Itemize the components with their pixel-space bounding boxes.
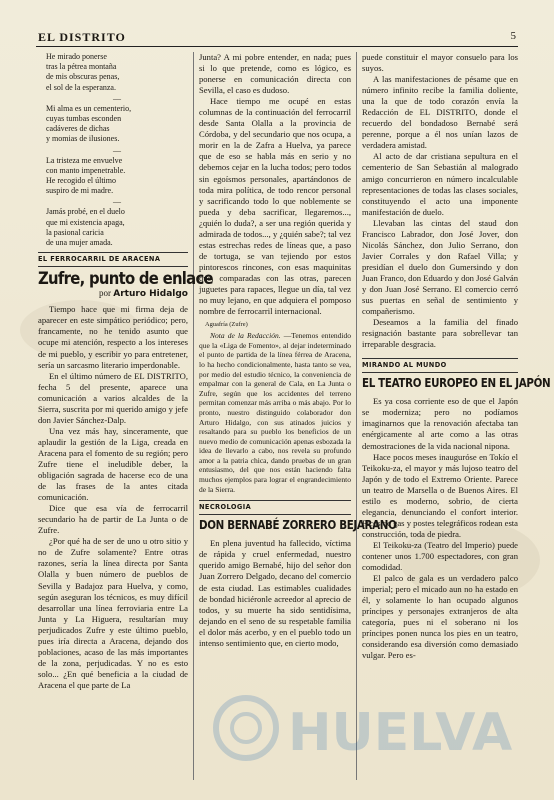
article-paragraph: Dice que esa vía de ferrocarril secundario ha de partir de La Junta o de Zufre.: [38, 503, 188, 536]
article-paragraph: ¿Por qué ha de ser de uno u otro sitio y no de Zufre solamente? Entre otras razones, sería la línea directa por Santa Olalla y buen número de pueblos de Sevilla y Badajoz para Huelva, y como, según aseguran los técnicos, es muy difícil desarrollar una línea ferroviaria entre La Junta y La Higuera, resultarían muy perjudicados Zufre y este último pueblo, pues iría directa a Aracena, dejando dos poblaciones, acaso de las más importantes de la zona, perjudicadas. Y no es esto solo... ¿En qué beneficia a la ciudad de Aracena el que parte de La: [38, 536, 188, 690]
editorial-note-label: Nota de la Redacción.: [210, 331, 281, 341]
poem-line: de mis obscuras penas,: [46, 72, 120, 82]
column-1: [38, 52, 213, 691]
poem-line: de una mujer amada.: [46, 238, 113, 248]
byline: [38, 288, 188, 300]
poem-line: la pasional caricia: [46, 227, 104, 237]
page-number: 5: [510, 30, 516, 42]
page-header: [38, 30, 516, 46]
poem-separator: —: [113, 197, 121, 207]
article-signoff: Aguafría (Zufre): [205, 321, 248, 329]
poem-line: He mirado ponerse: [46, 52, 107, 61]
poem-line: con manto impenetrable.: [46, 165, 126, 175]
article-paragraph: Tiempo hace que mi firma deja de aparecer en este simpático periódico; pero, francamente, no he tenido asunto que ocupe mi atención, respecto a los intereses de mi pueblo, y escribir yo para entretener, sería un sarcasmo literario imperdonable.: [38, 304, 188, 370]
byline-prefix: por: [99, 288, 112, 299]
poem-line: Jamás probé, en el duelo: [46, 207, 125, 217]
poem-line: el sol de la esperanza.: [46, 82, 116, 92]
poem-line: Mi alma es un cementerio,: [46, 103, 132, 113]
article-paragraph: El Teikoku-za (Teatro del Imperio) puede contener unos 1.700 espectadores, con gran comodidad.: [362, 539, 518, 573]
poem-line: que mi existencia apaga,: [46, 217, 125, 227]
obituary-paragraph: Llevaban las cintas del staud don Francisco Labrador, don José Jover, don Nicolás Sánchez, don Julio Serrano, don Javier Corrales y don Rafael Villa; y presidían el duelo don Gumersindo y don Juan Franco, don Eduardo y don José Galván y don Juan José Serrano. El comercio cerró sus puertas en señal de sentimiento y compañerismo.: [362, 217, 518, 317]
column-2: [199, 52, 397, 649]
paper-name: EL DISTRITO: [38, 30, 126, 44]
article-paragraph: Junta? A mi pobre entender, en nada; pues si lo que pretende, como es lógico, es ponerse en comunicación directa con Sevilla, el caso es dudoso.: [199, 52, 351, 96]
section-heading: MIRANDO AL MUNDO: [362, 358, 518, 373]
article-paragraph: El palco de gala es un verdadero palco imperial; pero el micado aun no ha estado en él, y solamente lo han ocupado algunos príncipes y personajes extranjeros de alta categoría, pues ni el soberano ni los príncipes ponen nunca los pies en un teatro, considerando esa diversión como demasiado vulgar. Pero es-: [362, 573, 518, 661]
editorial-note: [199, 331, 351, 494]
article-paragraph: Hace pocos meses inauguróse en Tokío el Teikoku-za, el mayor y más lujoso teatro del Japón y de todo el Extremo Oriente. Parece un teatro de Marsella o de Buenos Aires. El estilo es moderno, sobrio, de cierta elegancia, denunciando el confort interior. Picos de gas y postes telegráficos rodean esta construcción, toda de piedra.: [362, 451, 518, 539]
article-paragraph: En el último número de EL DISTRITO, fecha 5 del presente, aparece una comunicación a varios alcaldes de la Sierra, suscrita por mi querido amigo y jefe don Javier Sánchez-Dalp.: [38, 370, 188, 425]
library-watermark: [210, 684, 540, 768]
poem-line: suspiro de mi madre.: [46, 186, 114, 196]
section-heading: EL FERROCARRIL DE ARACENA: [38, 252, 188, 267]
article-headline: EL TEATRO EUROPEO EN EL JAPÓN: [362, 376, 551, 391]
poem-line: cuyas tumbas esconden: [46, 114, 122, 124]
column-3: [362, 52, 551, 661]
article-paragraph: Es ya cosa corriente eso de que el Japón se moderniza; pero no podíamos imaginarnos que la renovación afectaba tan enérgicamente al arte como a las otras demostraciones de la vida nacional nipona.: [362, 396, 518, 451]
article-paragraph: Una vez más hay, sinceramente, que aplaudir la gestión de la Liga, creada en Aracena para el fomento de su región; pero Zufre tiene el ineludible deber, la obligación sagrada de hacerse eco de una de las frases de la antes citada comunicación.: [38, 425, 188, 503]
obituary-headline: DON BERNABÉ ZORRERO BEJARANO: [199, 518, 397, 533]
header-rule: [36, 46, 518, 47]
editorial-note-text: —Tenemos entendido que la «Liga de Fomento», al dejar indeterminado el punto de partida de la línea férrea de Aracena, lo ha hecho condicionalmente, hasta tanto se vea, por medio del estudio técnico, la conveniencia de empalmar con la general de Cala, en La Junta o Zufre, según que los accidentes del terreno permitan comenzar más arriba o más abajo. Por lo pronto, nuestro distinguido colaborador don Arturo Hidalgo, con sus atinados juicios y resaltando para su pueblo los beneficios de un nuevo medio de comunicación apenas esbozada la idea de llevarlo a cabo, nos revela su profundo amor a la patria chica, dando pruebas de un gran entusiasmo, del que nos están haciendo falta muchos ejemplos para lograr el engrandecimiento de la Sierra.: [199, 331, 352, 494]
poem-line: cadáveres de dichas: [46, 124, 110, 134]
poem: [46, 52, 188, 248]
poem-separator: —: [113, 93, 121, 103]
obituary-paragraph: A las manifestaciones de pésame que en número infinito recibe la familia doliente, una la que de todo corazón envía la Redacción de EL DISTRITO, donde el recuerdo del bondadoso Bernabé será perenne, porque a él nos unían lazos de verdadera amistad.: [362, 74, 518, 151]
article-headline: Zufre, punto de enlace: [38, 269, 213, 289]
obituary-paragraph: Al acto de dar cristiana sepultura en el cementerio de San Sebastián al malogrado amigo concurrieron en número incalculable representaciones de todas las clases sociales, constituyendo el acto una imponente manifestación de duelo.: [362, 151, 518, 217]
poem-line: tras la pétrea montaña: [46, 62, 117, 72]
poem-separator: —: [113, 145, 121, 155]
article-paragraph: Hace tiempo me ocupé en estas columnas de la continuación del ferrocarril desde Santa Olalla a la provincia de Córdoba, y del secundario que nos ocupa, a morir en la de Zafra a Huelva, ya parece que de eso se habla más en serio y no debemos cejar en la lucha todos; pero todos sin egoísmos personales, apartándonos de toda mira política, de todo rencor personal y sacrificando todo lo que noblemente se pueda y deba sacrificar, llegaremos..., ¿quién lo duda?, a ser una región querida y admirada de todos..., y ¿quién sabe?; tal vez estas estrechas redes de líneas que, a paso de tortuga, se van tejiendo por estos pintorescos rincones, con esas maquinitas que, comparadas con las otras, parecen juguetes para rapaces, llegue un día, tal vez no muy lejano, en que adquiera el pomposo nombre de ferrocarril internacional.: [199, 96, 351, 317]
column-rule: [356, 52, 357, 780]
watermark-text: HUELVA: [288, 703, 513, 763]
obituary-paragraph: puede constituir el mayor consuelo para los suyos.: [362, 52, 518, 74]
poem-line: y momias de ilusiones.: [46, 134, 120, 144]
column-rule: [193, 52, 194, 780]
poem-line: He recogido el último: [46, 176, 116, 186]
obituary-paragraph: Deseamos a la familia del finado resignación bastante para sobrellevar tan irreparable desgracia.: [362, 317, 518, 350]
byline-author: Arturo Hidalgo: [113, 289, 188, 300]
poem-line: La tristeza me envuelve: [46, 155, 123, 165]
section-heading: NECROLOGIA: [199, 500, 351, 515]
obituary-paragraph: En plena juventud ha fallecido, víctima de rápida y cruel enfermedad, nuestro querido amigo Bernabé, hijo del señor don Juan Zorrero Delgado, decano del comercio de esta ciudad. Las estimables cualidades de bondad hiciéronle acreedor al aprecio de todos, y su muerte ha sido sentidísima, dejando en el seno de su respetable familia el dolor más acerbo, y en el pueblo todo un intenso sentimiento que, en cierto modo,: [199, 538, 351, 648]
